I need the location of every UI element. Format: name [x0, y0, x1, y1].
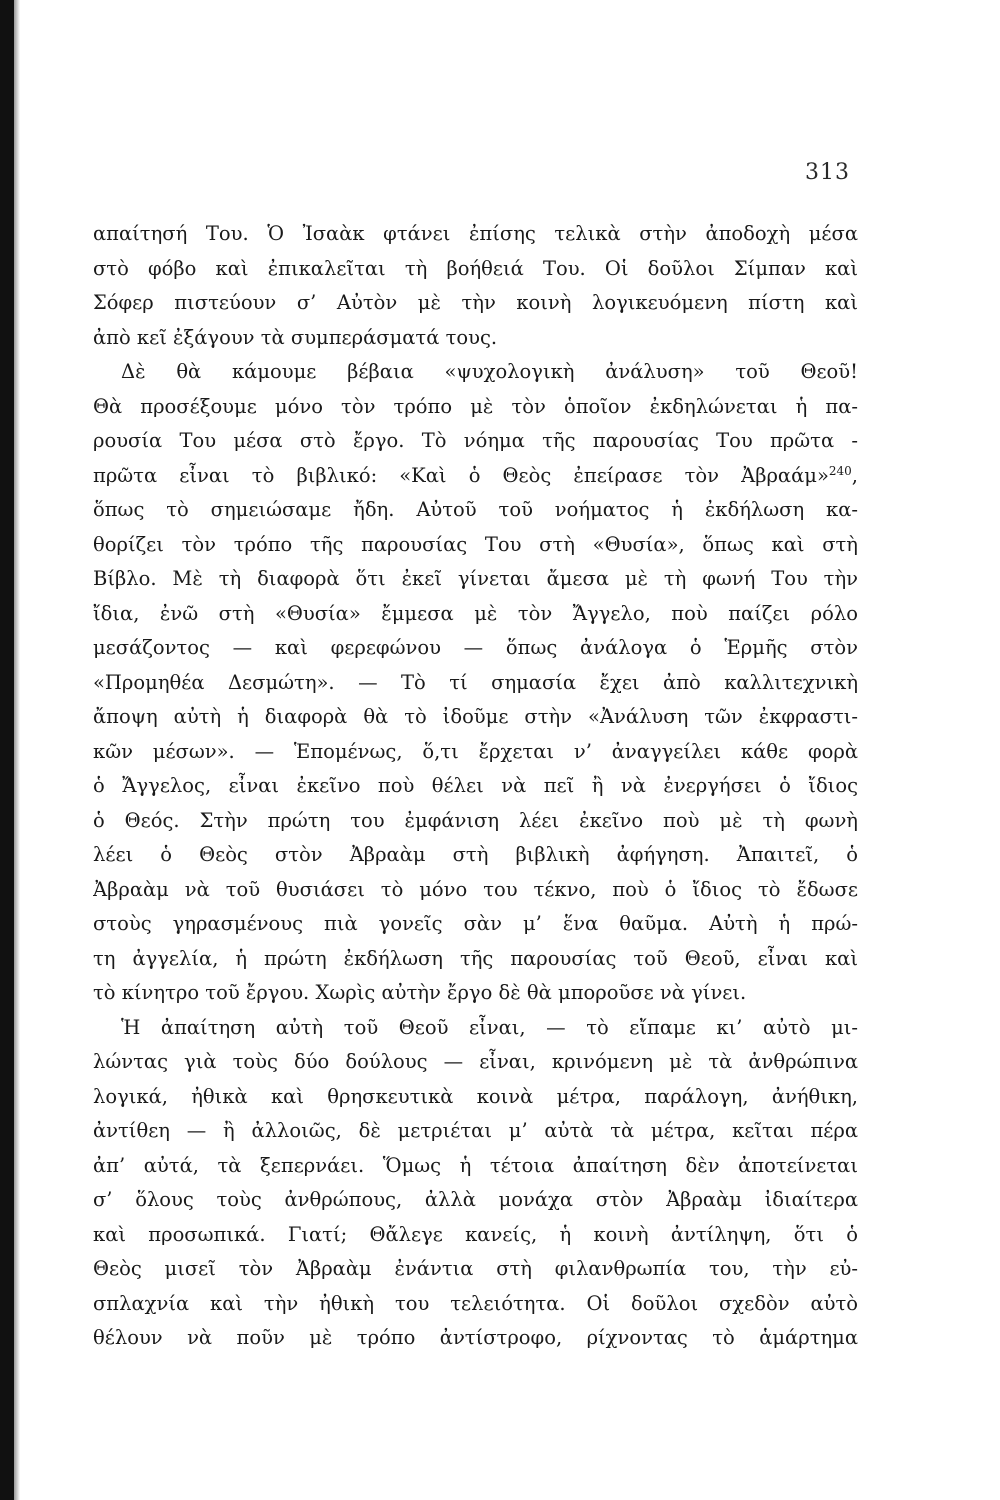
line-text: ἀντίθεη — ἢ ἀλλοιῶς, δὲ μετριέται μ’ αὐτὰ τὰ μέτρα, κεῖται πέρα [93, 1119, 858, 1142]
line-text-tail: , [851, 463, 858, 487]
line-text: ὁ Ἄγγελος, εἶναι ἐκεῖνο ποὺ θέλει νὰ πεῖ ἢ νὰ ἐνεργήσει ὁ ἴδιος [93, 774, 858, 797]
text-line [93, 217, 858, 252]
text-line [93, 873, 858, 908]
text-line [93, 1218, 858, 1253]
line-text: σ’ ὅλους τοὺς ἀνθρώπους, ἀλλὰ μονάχα στὸν Ἀβραὰμ ἰδιαίτερα [93, 1188, 858, 1211]
line-text: ἴδια, ἐνῶ στὴ «Θυσία» ἔμμεσα μὲ τὸν Ἄγγελο, ποὺ παίζει ρόλο [93, 601, 858, 625]
line-text: θορίζει τὸν τρόπο τῆς παρουσίας Του στὴ «Θυσία», ὅπως καὶ στὴ [93, 532, 858, 556]
text-line [93, 252, 858, 287]
line-text: ἄποψη αὐτὴ ἡ διαφορὰ θὰ τὸ ἰδοῦμε στὴν «Ἀνάλυση τῶν ἐκφραστι- [93, 705, 858, 728]
line-text: «Προμηθέα Δεσμώτη». — Τὸ τί σημασία ἔχει ἀπὸ καλλιτεχνικὴ [93, 670, 858, 694]
text-line [93, 735, 858, 770]
text-line [93, 493, 858, 528]
line-text: Ἀβραὰμ νὰ τοῦ θυσιάσει τὸ μόνο του τέκνο, ποὺ ὁ ἴδιος τὸ ἔδωσε [93, 877, 858, 901]
text-line [93, 1252, 858, 1287]
text-line [93, 666, 858, 701]
text-line [93, 1011, 858, 1046]
line-text: Δὲ θὰ κάμουμε βέβαια «ψυχολογικὴ ἀνάλυση» τοῦ Θεοῦ! [121, 360, 858, 383]
line-text: Βίβλο. Μὲ τὴ διαφορὰ ὅτι ἐκεῖ γίνεται ἄμεσα μὲ τὴ φωνή Του τὴν [93, 567, 858, 590]
line-text: στοὺς γηρασμένους πιὰ γονεῖς σὰν μ’ ἕνα θαῦμα. Αὐτὴ ἡ πρώ- [93, 912, 858, 935]
text-line [93, 390, 858, 425]
line-text: πρῶτα εἶναι τὸ βιβλικό: «Καὶ ὁ Θεὸς ἐπείρασε τὸν Ἀβραάμ» [93, 463, 829, 487]
text-line [93, 1080, 858, 1115]
text-line [93, 942, 858, 977]
text-line [93, 528, 858, 563]
page-number: 313 [805, 160, 850, 185]
text-line [93, 1149, 858, 1184]
line-text: σπλαχνία καὶ τὴν ἠθικὴ του τελειότητα. Οἱ δοῦλοι σχεδὸν αὐτὸ [93, 1291, 858, 1315]
text-line [93, 355, 858, 390]
line-text: ρουσία Του μέσα στὸ ἔργο. Τὸ νόημα τῆς παρουσίας Του πρῶτα - [93, 429, 858, 452]
text-line [93, 1321, 858, 1356]
line-text: Σόφερ πιστεύουν σ’ Αὐτὸν μὲ τὴν κοινὴ λογικευόμενη πίστη καὶ [93, 291, 858, 314]
binding-edge-gradient [14, 0, 20, 1500]
body-text [93, 217, 858, 1356]
line-text: απαίτησή Του. Ὁ Ἰσαὰκ φτάνει ἐπίσης τελικὰ στὴν ἀποδοχὴ μέσα [93, 222, 858, 245]
text-line [93, 1183, 858, 1218]
text-line [93, 700, 858, 735]
text-line [93, 562, 858, 597]
line-text: θέλουν νὰ ποῦν μὲ τρόπο ἀντίστροφο, ρίχνοντας τὸ ἁμάρτημα [93, 1326, 858, 1349]
text-line [93, 321, 858, 356]
line-text: Θεὸς μισεῖ τὸν Ἀβραὰμ ἐνάντια στὴ φιλανθρωπία του, τὴν εὐ- [93, 1257, 858, 1280]
line-text: Θὰ προσέξουμε μόνο τὸν τρόπο μὲ τὸν ὁποῖον ἐκδηλώνεται ἡ πα- [93, 394, 858, 418]
line-text: ὅπως τὸ σημειώσαμε ἤδη. Αὐτοῦ τοῦ νοήματος ἡ ἐκδήλωση κα- [93, 498, 858, 521]
line-text: λώντας γιὰ τοὺς δύο δούλους — εἶναι, κρινόμενη μὲ τὰ ἀνθρώπινα [93, 1050, 858, 1073]
text-line [93, 838, 858, 873]
line-text: τη ἀγγελία, ἡ πρώτη ἐκδήλωση τῆς παρουσίας τοῦ Θεοῦ, εἶναι καὶ [93, 946, 858, 970]
line-text: ὁ Θεός. Στὴν πρώτη του ἐμφάνιση λέει ἐκεῖνο ποὺ μὲ τὴ φωνὴ [93, 808, 858, 832]
text-line [93, 1287, 858, 1322]
text-line [93, 631, 858, 666]
line-text: ἀπὸ κεῖ ἐξάγουν τὰ συμπεράσματά τους. [93, 325, 498, 349]
footnote-reference: 240 [828, 463, 852, 478]
line-text: λέει ὁ Θεὸς στὸν Ἀβραὰμ στὴ βιβλικὴ ἀφήγηση. Ἀπαιτεῖ, ὁ [93, 843, 858, 866]
text-line [93, 1114, 858, 1149]
text-line [93, 286, 858, 321]
text-line [93, 459, 858, 494]
line-text: λογικά, ἠθικὰ καὶ θρησκευτικὰ κοινὰ μέτρα, παράλογη, ἀνήθικη, [93, 1084, 858, 1108]
line-text: καὶ προσωπικά. Γιατί; Θἄλεγε κανείς, ἡ κοινὴ ἀντίληψη, ὅτι ὁ [93, 1222, 858, 1246]
line-text: ἀπ’ αὐτά, τὰ ξεπερνάει. Ὅμως ἡ τέτοια ἀπαίτηση δὲν ἀποτείνεται [93, 1153, 858, 1177]
line-text: κῶν μέσων». — Ἑπομένως, ὅ,τι ἔρχεται ν’ ἀναγγείλει κάθε φορὰ [93, 739, 858, 763]
text-line [93, 424, 858, 459]
text-line [93, 769, 858, 804]
line-text: Ἡ ἀπαίτηση αὐτὴ τοῦ Θεοῦ εἶναι, — τὸ εἴπαμε κι’ αὐτὸ μι- [121, 1015, 858, 1039]
text-line [93, 976, 858, 1011]
line-text: στὸ φόβο καὶ ἐπικαλεῖται τὴ βοήθειά Του. Οἱ δοῦλοι Σίμπαν καὶ [93, 256, 858, 280]
text-line [93, 597, 858, 632]
text-line [93, 804, 858, 839]
text-line [93, 907, 858, 942]
text-line [93, 1045, 858, 1080]
line-text: μεσάζοντος — καὶ φερεφώνου — ὅπως ἀνάλογα ὁ Ἑρμῆς στὸν [93, 636, 858, 659]
line-text: τὸ κίνητρο τοῦ ἔργου. Χωρὶς αὐτὴν ἔργο δὲ θὰ μποροῦσε νὰ γίνει. [93, 981, 747, 1004]
binding-edge-shadow [0, 0, 14, 1500]
